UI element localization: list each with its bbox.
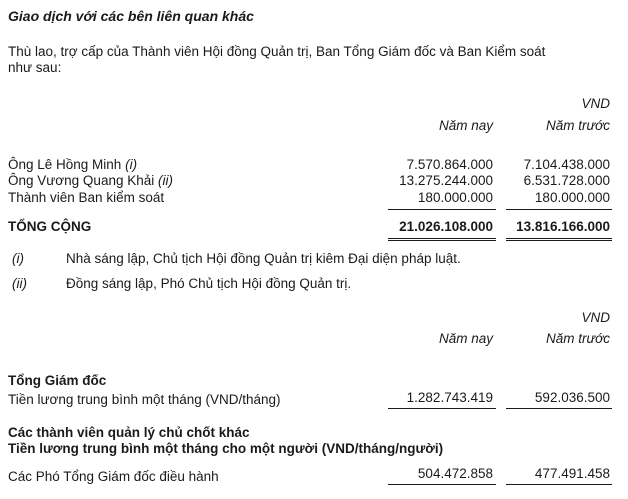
row-name: Thành viên Ban kiểm soát [8, 190, 165, 205]
group1-rule-current [388, 408, 496, 409]
table-row [8, 173, 173, 188]
table1-currency: VND [581, 96, 610, 111]
total-label: TỔNG CỘNG [8, 219, 92, 234]
row-current-value: 7.570.864.000 [406, 157, 493, 172]
total-double-rule-previous [506, 238, 612, 241]
note-text: Đồng sáng lập, Phó Chủ tịch Hội đồng Quản trị. [66, 276, 352, 291]
table2-col-previous: Năm trước [546, 331, 610, 346]
row-previous-value: 6.531.728.000 [523, 173, 610, 188]
total-double-rule-current [388, 238, 496, 241]
row-name: Ông Lê Hồng Minh [8, 157, 122, 172]
note-text: Nhà sáng lập, Chủ tịch Hội đồng Quản trị kiêm Đại diện pháp luật. [66, 251, 461, 266]
note-marker: (i) [12, 251, 24, 266]
total-previous-value: 13.816.166.000 [516, 219, 610, 234]
note-marker: (ii) [12, 276, 27, 291]
group2-current-value: 504.472.858 [417, 466, 493, 481]
row-previous-value: 7.104.438.000 [523, 157, 610, 172]
table-row [8, 190, 164, 205]
intro-line-1: Thù lao, trợ cấp của Thành viên Hội đồng Quản trị, Ban Tổng Giám đốc và Ban Kiểm soát [8, 44, 546, 59]
row-note: (ii) [158, 173, 173, 188]
group2-row-label: Các Phó Tổng Giám đốc điều hành [8, 469, 219, 484]
row-name: Ông Vương Quang Khải [8, 173, 155, 188]
intro-line-2: như sau: [8, 60, 62, 75]
group2-rule-previous [506, 484, 612, 485]
row-current-value: 13.275.244.000 [399, 173, 493, 188]
row-current-value: 180.000.000 [417, 190, 493, 205]
table1-col-previous: Năm trước [546, 118, 610, 133]
section-title: Giao dịch với các bên liên quan khác [8, 8, 254, 24]
group1-current-value: 1.282.743.419 [406, 390, 493, 405]
subtotal-rule-current [388, 209, 496, 210]
group2-subtitle: Tiền lương trung bình một tháng cho một người (VND/tháng/người) [8, 441, 444, 456]
group1-previous-value: 592.036.500 [534, 390, 610, 405]
group1-title: Tổng Giám đốc [8, 373, 107, 388]
row-previous-value: 180.000.000 [534, 190, 610, 205]
group2-rule-current [388, 484, 496, 485]
table2-currency: VND [581, 310, 610, 325]
group2-title: Các thành viên quản lý chủ chốt khác [8, 425, 250, 440]
row-note: (i) [125, 157, 138, 172]
table2-col-current: Năm nay [438, 331, 493, 346]
group1-row-label: Tiền lương trung bình một tháng (VND/tháng) [8, 392, 281, 407]
table1-col-current: Năm nay [438, 118, 493, 133]
table-row [8, 157, 137, 172]
group1-rule-previous [506, 408, 612, 409]
subtotal-rule-previous [506, 209, 612, 210]
group2-previous-value: 477.491.458 [534, 466, 610, 481]
total-current-value: 21.026.108.000 [399, 219, 493, 234]
